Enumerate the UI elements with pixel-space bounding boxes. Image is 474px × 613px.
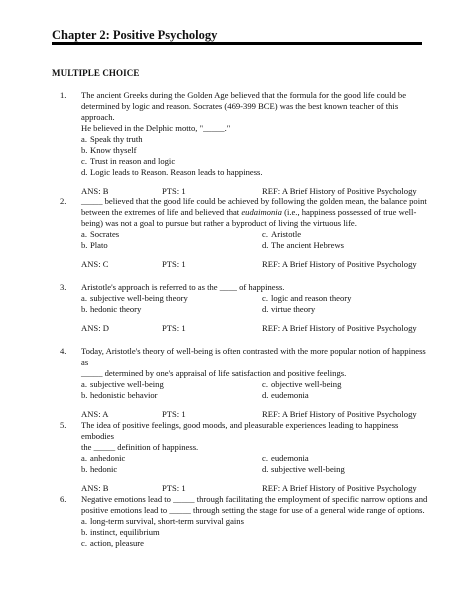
choice-letter: b. — [81, 527, 88, 537]
choice-text: objective well-being — [271, 379, 342, 389]
question-text — [81, 90, 432, 134]
choice-letter: c. — [81, 156, 87, 166]
choice-row — [52, 379, 432, 390]
answer-choices — [52, 229, 432, 251]
answer-key — [52, 409, 432, 420]
answer-value: ANS: C — [81, 259, 109, 269]
choice-row — [52, 240, 432, 251]
choice-text: anhedonic — [90, 453, 126, 463]
choice-letter: c. — [81, 538, 87, 548]
choice-b — [52, 145, 432, 156]
choice-letter: c. — [262, 453, 268, 463]
choice-letter: d. — [262, 304, 269, 314]
reference-value: REF: A Brief History of Positive Psychology — [262, 186, 417, 196]
italic-term: eudaimonia — [241, 207, 282, 217]
choice-letter: b. — [81, 390, 88, 400]
question-line: Aristotle's approach is referred to as the ____ of happiness. — [81, 282, 285, 292]
question-2 — [52, 196, 432, 270]
question-number: 1. — [60, 90, 67, 100]
reference-value: REF: A Brief History of Positive Psychology — [262, 483, 417, 493]
answer-value: ANS: B — [81, 186, 109, 196]
choice-letter: c. — [262, 379, 268, 389]
answer-choices — [52, 516, 432, 549]
question-number: 4. — [60, 346, 67, 356]
question-number: 5. — [60, 420, 67, 430]
question-line: Today, Aristotle's theory of well-being is often contrasted with the more popular notion of happiness as — [81, 346, 426, 367]
choice-text: Know thyself — [90, 145, 137, 155]
choice-letter: c. — [262, 229, 268, 239]
choice-text: logic and reason theory — [271, 293, 352, 303]
text-run: between the extremes of life and believed that — [81, 207, 242, 217]
choice-text: eudemonia — [271, 390, 309, 400]
choice-text: hedonic — [90, 464, 118, 474]
choice-text: instinct, equilibrium — [90, 527, 160, 537]
choice-d — [52, 167, 432, 178]
question-line: The idea of positive feelings, good moods, and pleasurable experiences leading to happiness embodies — [81, 420, 399, 441]
choice-text: subjective well-being — [90, 379, 164, 389]
choice-letter: d. — [262, 464, 269, 474]
question-5 — [52, 420, 432, 494]
question-text — [81, 346, 432, 379]
choice-letter: b. — [81, 240, 88, 250]
answer-value: ANS: D — [81, 323, 109, 333]
choice-a — [52, 516, 432, 527]
question-line: positive emotions lead to _____ through setting the stage for use of a general wide range of options. — [81, 505, 425, 515]
question-line: being) was not a goal to pursue but rather a byproduct of living the virtuous life. — [81, 218, 357, 228]
question-line: _____ believed that the good life could be achieved by following the golden mean, the balance point — [81, 196, 427, 206]
answer-choices — [52, 379, 432, 401]
question-text — [81, 196, 432, 229]
choice-letter: b. — [81, 304, 88, 314]
choice-text: action, pleasure — [90, 538, 144, 548]
choice-text: Plato — [90, 240, 108, 250]
answer-key — [52, 323, 432, 334]
choice-text: virtue theory — [271, 304, 316, 314]
question-4 — [52, 346, 432, 420]
choice-text: hedonic theory — [90, 304, 142, 314]
question-line: He believed in the Delphic motto, "_____." — [81, 123, 231, 133]
choice-letter: d. — [81, 167, 88, 177]
choice-letter: a. — [81, 293, 87, 303]
section-title: MULTIPLE CHOICE — [52, 68, 140, 78]
question-number: 6. — [60, 494, 67, 504]
question-1 — [52, 90, 432, 197]
points-value: PTS: 1 — [162, 323, 186, 333]
choice-letter: d. — [262, 240, 269, 250]
question-line: The ancient Greeks during the Golden Age believed that the formula for the good life could be — [81, 90, 407, 100]
choice-a — [52, 134, 432, 145]
choice-row — [52, 453, 432, 464]
question-line: _____ determined by one's appraisal of life satisfaction and positive feelings. — [81, 368, 347, 378]
question-text — [81, 282, 432, 293]
choice-letter: c. — [262, 293, 268, 303]
choice-text: Aristotle — [271, 229, 302, 239]
choice-letter: a. — [81, 229, 87, 239]
reference-value: REF: A Brief History of Positive Psychology — [262, 323, 417, 333]
question-number: 2. — [60, 196, 67, 206]
chapter-title: Chapter 2: Positive Psychology — [52, 28, 218, 42]
reference-value: REF: A Brief History of Positive Psychology — [262, 409, 417, 419]
question-text — [81, 420, 432, 453]
question-line: determined by logic and reason. Socrates (469-399 BCE) was the best known teacher of this approach. — [81, 101, 399, 122]
choice-letter: a. — [81, 134, 87, 144]
choice-c — [52, 538, 432, 549]
choice-text: long-term survival, short-term survival gains — [90, 516, 244, 526]
question-line: Negative emotions lead to _____ through facilitating the employment of specific narrow options and — [81, 494, 428, 504]
choice-row — [52, 304, 432, 315]
points-value: PTS: 1 — [162, 409, 186, 419]
choice-letter: b. — [81, 464, 88, 474]
choice-row — [52, 293, 432, 304]
choice-text: The ancient Hebrews — [271, 240, 345, 250]
question-line: the _____ definition of happiness. — [81, 442, 199, 452]
answer-key — [52, 483, 432, 494]
choice-row — [52, 229, 432, 240]
answer-choices — [52, 134, 432, 178]
choice-text: Speak thy truth — [90, 134, 143, 144]
choice-row — [52, 464, 432, 475]
points-value: PTS: 1 — [162, 483, 186, 493]
choice-text: Trust in reason and logic — [90, 156, 176, 166]
choice-text: Logic leads to Reason. Reason leads to happiness. — [90, 167, 263, 177]
choice-text: Socrates — [90, 229, 120, 239]
question-6 — [52, 494, 432, 549]
title-rule — [52, 42, 422, 45]
choice-letter: a. — [81, 453, 87, 463]
answer-key — [52, 259, 432, 270]
answer-choices — [52, 293, 432, 315]
points-value: PTS: 1 — [162, 186, 186, 196]
question-line — [81, 207, 432, 218]
answer-choices — [52, 453, 432, 475]
choice-row — [52, 390, 432, 401]
choice-b — [52, 527, 432, 538]
question-text — [81, 494, 432, 516]
reference-value: REF: A Brief History of Positive Psychology — [262, 259, 417, 269]
text-run: (i.e., happiness possessed of true well- — [281, 207, 417, 217]
answer-value: ANS: B — [81, 483, 109, 493]
choice-letter: d. — [262, 390, 269, 400]
choice-letter: a. — [81, 516, 87, 526]
choice-text: subjective well-being — [271, 464, 345, 474]
choice-text: eudemonia — [271, 453, 309, 463]
choice-letter: b. — [81, 145, 88, 155]
answer-value: ANS: A — [81, 409, 109, 419]
choice-c — [52, 156, 432, 167]
choice-text: hedonistic behavior — [90, 390, 158, 400]
choice-text: subjective well-being theory — [90, 293, 188, 303]
question-3 — [52, 282, 432, 334]
choice-letter: a. — [81, 379, 87, 389]
question-number: 3. — [60, 282, 67, 292]
points-value: PTS: 1 — [162, 259, 186, 269]
